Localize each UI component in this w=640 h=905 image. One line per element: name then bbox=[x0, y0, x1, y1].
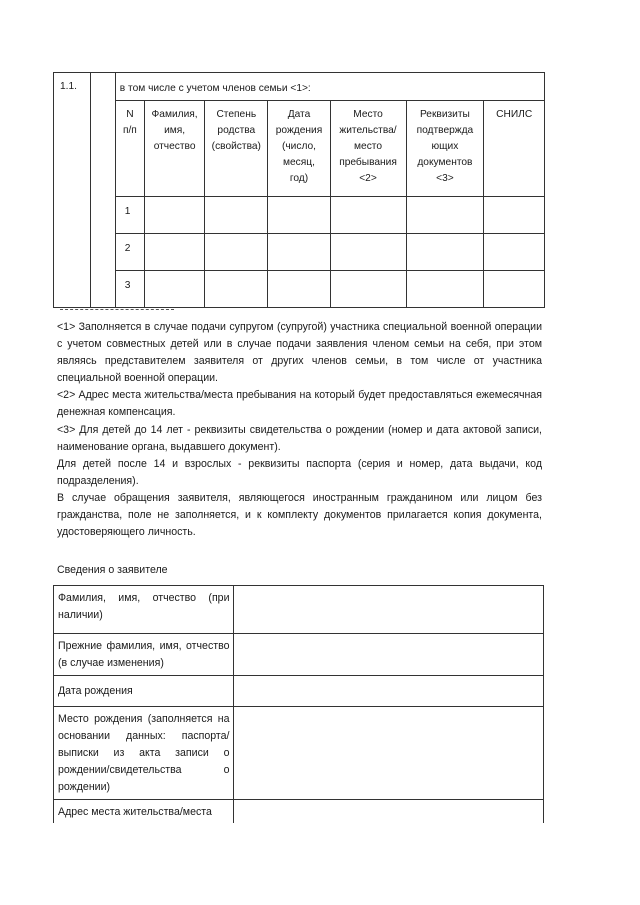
footnote-3-adults: Для детей после 14 и взрослых - реквизиты паспорта (серия и номер, дата выдачи, код подразделения). bbox=[57, 457, 542, 487]
field-label-previous-name: Прежние фамилия, имя, отчество (в случае изменения) bbox=[54, 634, 234, 676]
table-cell bbox=[144, 271, 204, 308]
table-cell bbox=[330, 234, 406, 271]
table-cell bbox=[205, 197, 268, 234]
table-row bbox=[54, 676, 544, 707]
table-row bbox=[54, 707, 544, 800]
table-cell bbox=[144, 197, 204, 234]
header-documents: Реквизиты подтвержда ющих документов <3> bbox=[406, 101, 484, 197]
table-cell bbox=[484, 271, 545, 308]
table-row bbox=[54, 271, 545, 308]
table-cell bbox=[205, 234, 268, 271]
table-cell bbox=[268, 234, 330, 271]
field-label-full-name: Фамилия, имя, отчество (при наличии) bbox=[54, 586, 234, 634]
field-value-birth-place bbox=[233, 707, 544, 800]
table-cell bbox=[268, 197, 330, 234]
field-label-birth-place: Место рождения (заполняется на основании данных: паспорта/выписки из акта записи о рождении/свидетельства о рождении) bbox=[54, 707, 234, 800]
table-cell bbox=[205, 271, 268, 308]
field-value-birth-date bbox=[233, 676, 544, 707]
row-index: 3 bbox=[115, 271, 144, 308]
footnote-3-foreigners: В случае обращения заявителя, являющегося иностранным гражданином или лицом без гражданства, поле не заполняется, и к комплекту документов прилагается копия документа, удостоверяющего личность. bbox=[57, 491, 542, 539]
header-number: N п/п bbox=[115, 101, 144, 197]
footnote-1: <1> Заполняется в случае подачи супругом (супругой) участника специальной военной операции с учетом совместных детей или в случае подачи заявления членом семьи на себя, при этом являясь представителем заявителя от других членов семьи, в том числе от участника специальной военной операции. bbox=[57, 321, 542, 385]
field-value-full-name bbox=[233, 586, 544, 634]
header-relationship: Степень родства (свойства) bbox=[205, 101, 268, 197]
row-number: 1.1. bbox=[54, 73, 91, 308]
footnotes bbox=[57, 319, 542, 541]
field-value-address bbox=[233, 800, 544, 824]
section-heading: Сведения о заявителе bbox=[57, 564, 168, 576]
header-snils: СНИЛС bbox=[484, 101, 545, 197]
table-cell bbox=[144, 234, 204, 271]
table-row bbox=[54, 234, 545, 271]
header-residence: Место жительства/ место пребывания <2> bbox=[330, 101, 406, 197]
empty-cell bbox=[91, 73, 116, 308]
table-row bbox=[54, 197, 545, 234]
table-row bbox=[54, 800, 544, 824]
table-row bbox=[54, 586, 544, 634]
table-cell bbox=[484, 197, 545, 234]
header-birth-date: Дата рождения (число, месяц, год) bbox=[268, 101, 330, 197]
field-label-address: Адрес места жительства/места bbox=[54, 800, 234, 824]
table-caption: в том числе с учетом членов семьи <1>: bbox=[115, 73, 544, 101]
field-label-birth-date: Дата рождения bbox=[54, 676, 234, 707]
family-members-table bbox=[53, 72, 545, 308]
table-cell bbox=[268, 271, 330, 308]
applicant-table bbox=[53, 585, 544, 823]
row-index: 2 bbox=[115, 234, 144, 271]
header-full-name: Фамилия, имя, отчество bbox=[144, 101, 204, 197]
table-cell bbox=[406, 197, 484, 234]
footnote-3: <3> Для детей до 14 лет - реквизиты свидетельства о рождении (номер и дата актовой записи, наименование органа, выдавшего документ). bbox=[57, 423, 542, 453]
table-row bbox=[54, 634, 544, 676]
table-cell bbox=[406, 234, 484, 271]
table-cell bbox=[330, 271, 406, 308]
field-value-previous-name bbox=[233, 634, 544, 676]
table-cell bbox=[484, 234, 545, 271]
footnote-2: <2> Адрес места жительства/места пребывания на который будет предоставляться ежемесячная денежная компенсация. bbox=[57, 389, 542, 419]
table-cell bbox=[330, 197, 406, 234]
table-cell bbox=[406, 271, 484, 308]
footnote-separator bbox=[60, 309, 174, 310]
row-index: 1 bbox=[115, 197, 144, 234]
